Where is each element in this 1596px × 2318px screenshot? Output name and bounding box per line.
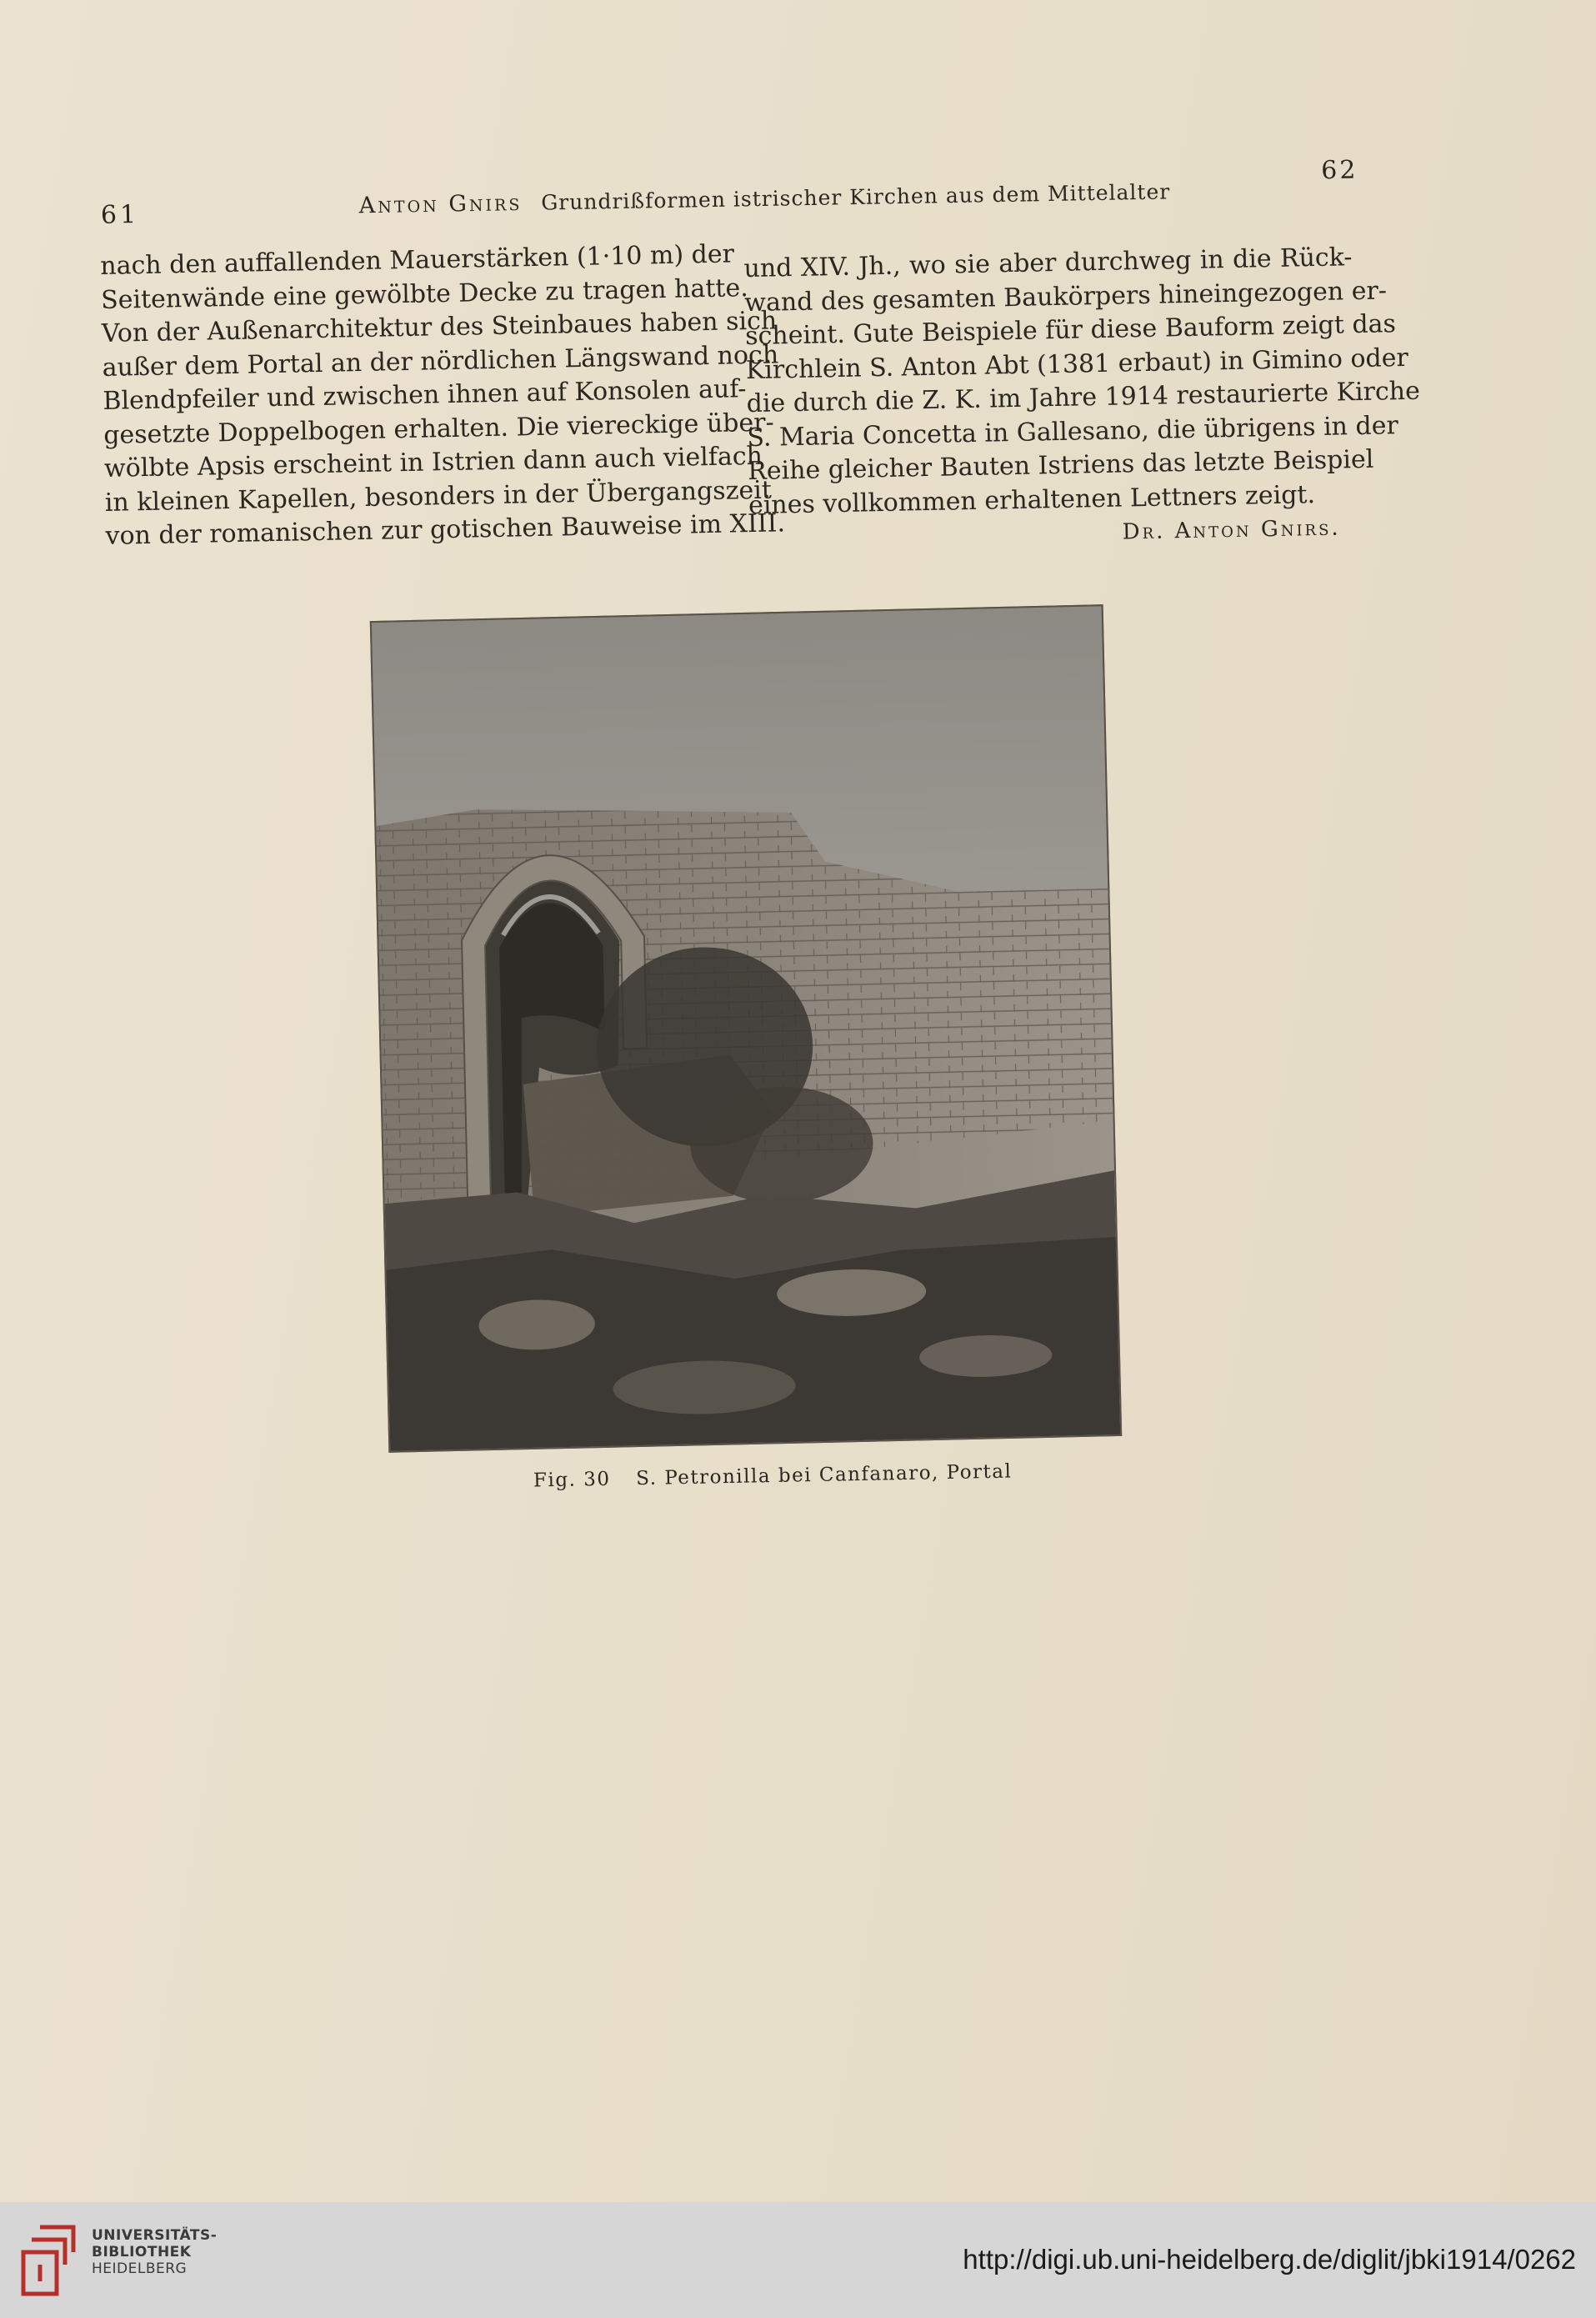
library-name-line2: BIBLIOTHEK <box>92 2244 192 2260</box>
text-line: wand des gesamten Baukörpers hineingezogen er- <box>744 275 1388 318</box>
left-column <box>100 238 786 553</box>
library-name <box>92 2227 217 2277</box>
text-line: gesetzte Doppelbogen erhalten. Die viereckige über- <box>103 408 774 450</box>
figure-caption <box>533 1460 1013 1491</box>
running-head-author: Anton Gnirs <box>358 189 523 219</box>
text-line: Von der Außenarchitektur des Steinbaues haben sich <box>101 306 778 348</box>
text-line: wölbte Apsis erscheint in Istrien dann auch vielfach <box>103 441 763 483</box>
text-line: die durch die Z. K. im Jahre 1914 restaurierte Kirche <box>746 376 1421 419</box>
running-head-title: Grundrißformen istrischer Kirchen aus dem Mittelalter <box>541 179 1171 215</box>
text-line: scheint. Gute Beispiele für diese Bauform zeigt das <box>744 309 1397 352</box>
page-number-right: 62 <box>1320 155 1358 186</box>
author-signature: Dr. Anton Gnirs. <box>1122 515 1341 545</box>
right-column <box>743 241 1421 556</box>
library-name-line1: UNIVERSITÄTS- <box>92 2227 218 2244</box>
library-name-line3: HEIDELBERG <box>92 2260 188 2277</box>
text-line: nach den auffallenden Mauerstärken (1·10 m) der <box>100 239 735 281</box>
ub-heidelberg-logo-icon <box>15 2219 90 2300</box>
text-line: von der romanischen zur gotischen Bauweise im XIII. <box>105 508 786 551</box>
photo-frame <box>370 604 1122 1453</box>
text-columns <box>100 226 1421 551</box>
figure-caption-text: S. Petronilla bei Canfanaro, Portal <box>636 1460 1013 1490</box>
page-number-left: 61 <box>100 200 140 230</box>
text-line: in kleinen Kapellen, besonders in der Übergangszeit <box>104 475 773 518</box>
text-line: eines vollkommen erhaltenen Lettners zeigt. <box>748 479 1316 520</box>
figure-photo <box>370 604 1122 1453</box>
text-line: außer dem Portal an der nördlichen Längswand noch <box>102 339 779 383</box>
permalink-url[interactable]: http://digi.ub.uni-heidelberg.de/diglit/jbki1914/0262 <box>963 2244 1576 2275</box>
running-title <box>359 178 1171 218</box>
portal-photograph <box>372 606 1120 1451</box>
running-head <box>92 149 1358 230</box>
text-line: S. Maria Concetta in Gallesano, die übrigens in der <box>747 410 1399 453</box>
figure-label: Fig. 30 <box>533 1468 611 1492</box>
text-line: und XIV. Jh., wo sie aber durchweg in die Rück- <box>743 243 1353 284</box>
text-line: Blendpfeiler und zwischen ihnen auf Konsolen auf- <box>103 374 747 416</box>
text-line: Reihe gleicher Bauten Istriens das letzte Beispiel <box>747 444 1374 487</box>
library-footer <box>0 2202 1596 2318</box>
text-line: Seitenwände eine gewölbte Decke zu tragen hatte. <box>100 273 749 315</box>
text-line: Kirchlein S. Anton Abt (1381 erbaut) in Gimino oder <box>745 343 1409 385</box>
